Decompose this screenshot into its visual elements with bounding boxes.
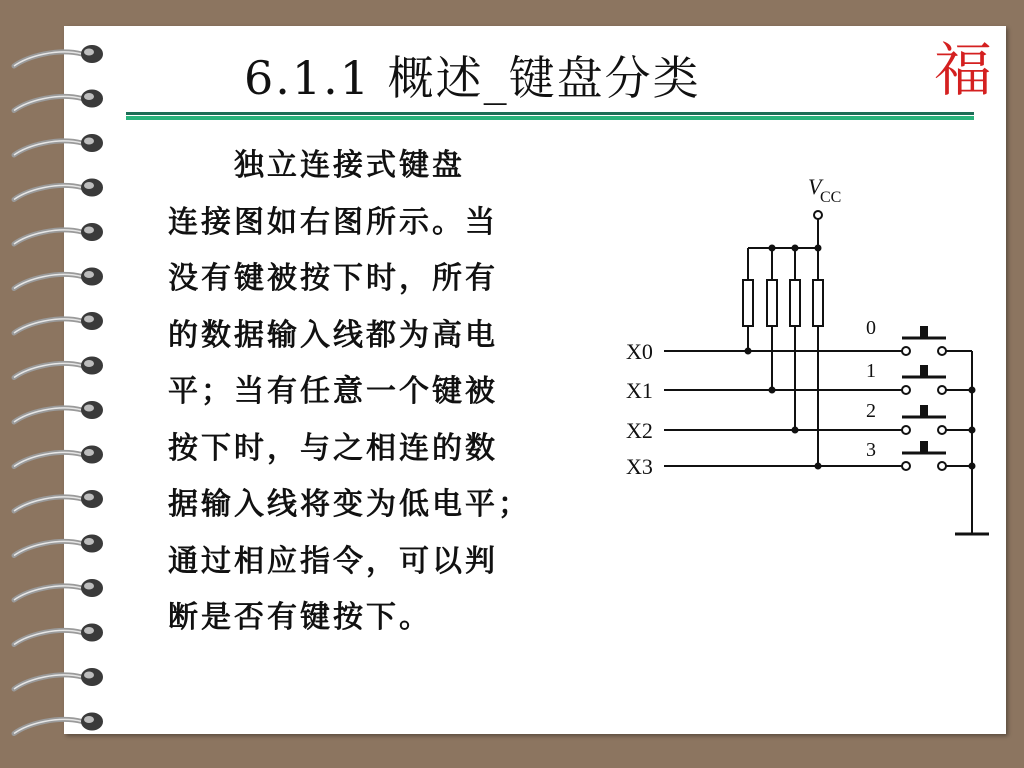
vcc-subscript: CC <box>820 189 842 206</box>
input-line-x0 <box>626 339 902 364</box>
x0-label: X0 <box>626 339 653 364</box>
binding-ring <box>14 668 103 689</box>
pullup-resistor-3 <box>813 248 823 466</box>
key-switch-1 <box>866 360 972 394</box>
fu-logo-char: 福 <box>934 36 992 104</box>
binding-ring <box>14 268 103 289</box>
binding-ring <box>14 713 103 734</box>
title-rule <box>126 112 974 115</box>
key-1-label: 1 <box>866 360 876 382</box>
binding-ring <box>14 134 103 155</box>
paragraph <box>168 138 608 647</box>
paragraph-line-2: 连接图如右图所示。当 <box>168 204 498 240</box>
paragraph-line-6: 按下时，与之相连的数 <box>168 430 498 466</box>
vcc-terminal <box>814 211 822 219</box>
binding-ring <box>14 579 103 600</box>
binding-ring <box>14 223 103 244</box>
key-2-label: 2 <box>866 400 876 422</box>
paragraph-line-5: 平；当有任意一个键被 <box>168 374 498 409</box>
binding-ring <box>14 312 103 333</box>
paragraph-line-3: 没有键被按下时，所有 <box>168 261 498 296</box>
input-line-x3 <box>626 454 902 479</box>
paragraph-line-7: 据输入线将变为低电平； <box>168 487 531 522</box>
input-line-x1 <box>626 378 902 403</box>
keyboard-circuit-diagram <box>612 166 1002 546</box>
key-0-label: 0 <box>866 317 876 339</box>
paragraph-line-4: 的数据输入线都为高电 <box>168 317 498 353</box>
binding-ring <box>14 45 103 66</box>
key-switch-0 <box>866 317 972 355</box>
paragraph-line-8: 通过相应指令，可以判 <box>168 543 498 579</box>
spiral-binding <box>8 30 118 740</box>
binding-ring <box>14 90 103 111</box>
binding-ring <box>14 401 103 422</box>
x1-label: X1 <box>626 378 653 403</box>
binding-ring <box>14 490 103 511</box>
binding-ring <box>14 446 103 467</box>
vcc-label: V <box>808 174 822 199</box>
fu-logo <box>934 28 992 110</box>
pullup-resistor-2 <box>790 248 800 430</box>
binding-ring <box>14 535 103 556</box>
binding-ring <box>14 624 103 645</box>
x3-label: X3 <box>626 454 653 479</box>
binding-ring <box>14 357 103 378</box>
pullup-resistor-1 <box>767 248 777 390</box>
key-3-label: 3 <box>866 439 876 461</box>
title-rule-accent <box>126 116 974 120</box>
input-line-x2 <box>626 418 902 443</box>
slide-title: 6.1.1 概述_键盘分类 <box>244 51 701 105</box>
ground-rail <box>955 351 989 534</box>
binding-ring <box>14 179 103 200</box>
key-switch-2 <box>866 400 972 434</box>
pullup-resistor-0 <box>743 248 753 351</box>
paragraph-line-1: 独立连接式键盘 <box>168 148 465 183</box>
x2-label: X2 <box>626 418 653 443</box>
paragraph-line-9: 断是否有键按下。 <box>168 600 432 635</box>
